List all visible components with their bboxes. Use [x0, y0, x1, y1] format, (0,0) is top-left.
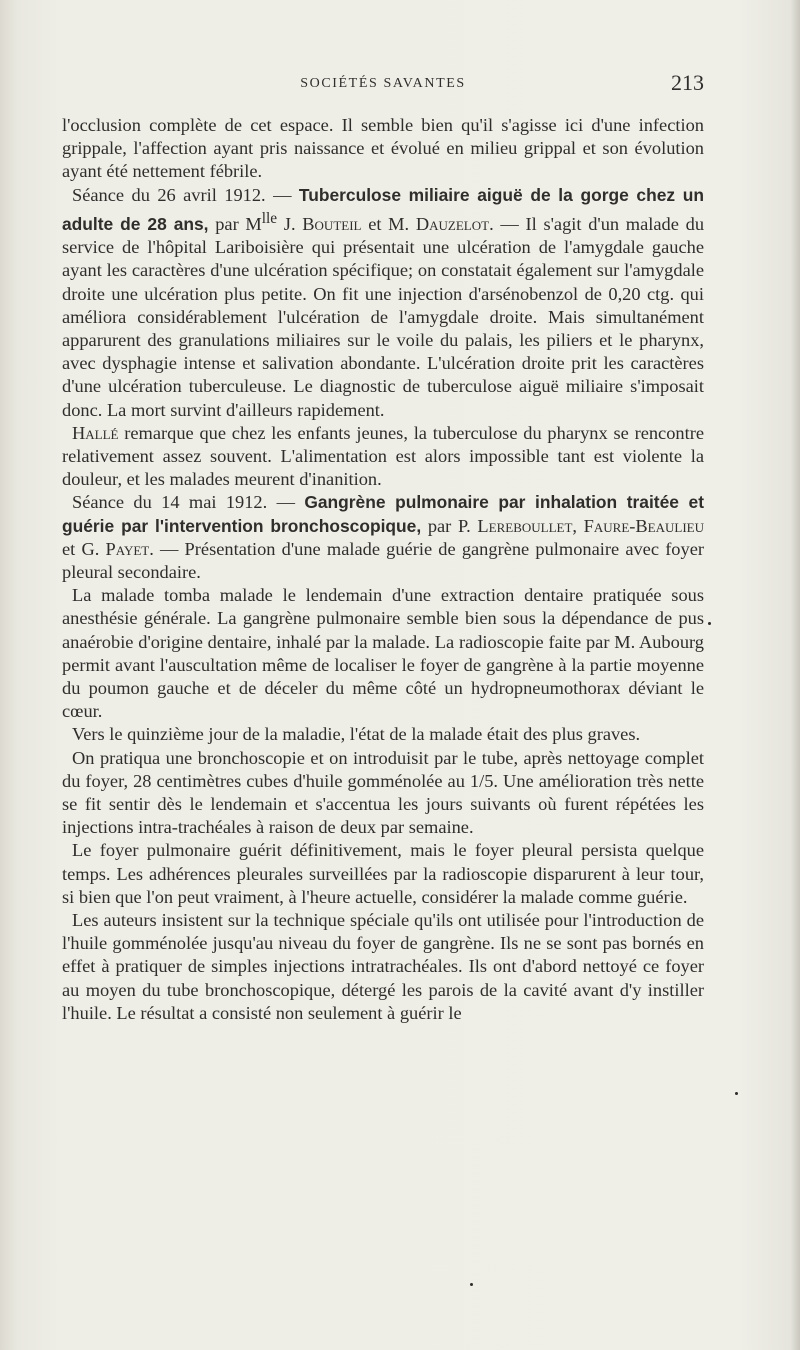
margin-speck [708, 622, 711, 625]
author-name: Faure-Beaulieu [583, 515, 704, 536]
and-text: et M. [361, 213, 416, 234]
paragraph-9: Les auteurs insistent sur la technique spéciale qu'ils ont utilisée pour l'introduction de l'huile gomménolée jusqu'au niveau du foyer de gangrène. Ils ne se sont pas bornés en effet à pratiquer de simples injections intratrachéales. Ils ont d'abord nettoyé ce foyer au moyen du tube bronchoscopique, détergé les parois de la cavité avant d'y instiller l'huile. Le résultat a consisté non seulement à guérir le [62, 910, 704, 1023]
paragraph-2 [62, 184, 704, 422]
title-superscript: lle [261, 209, 278, 227]
paragraph-text: . — Présentation d'une malade guérie de gangrène pulmonaire avec foyer pleural secondaire. [62, 538, 704, 582]
paragraph-7: On pratiqua une bronchoscopie et on introduisit par le tube, après nettoyage complet du foyer, 28 centimètres cubes d'huile gomménolée au 1/5. Une amélioration très nette se fit sentir dès le lendemain et s'accentua les jours suivants où furent répétées les injections intra-trachéales à raison de deux par semaine. [62, 747, 704, 838]
author-name: Dauzelot [415, 213, 490, 234]
paragraph-4 [62, 491, 704, 584]
paragraph-1: l'occlusion complète de cet espace. Il semble bien qu'il s'agisse ici d'une infection grippale, l'affection ayant pris naissance et évolué en milieu grippal et son évolution ayant été nettement fébrile. [62, 115, 704, 182]
paragraph-8: Le foyer pulmonaire guérit définitivement, mais le foyer pleural persista quelque temps. Les adhérences pleurales surveillées par la radioscopie disparurent à leur tour, si bien que l'on peut vraiment, à l'heure actuelle, considérer la malade comme guérie. [62, 840, 704, 907]
author-name: Lereboullet [477, 515, 573, 536]
by-text: par P. [421, 515, 478, 536]
author-name: Payet [105, 538, 150, 559]
paragraph-text: remarque que chez les enfants jeunes, la tuberculose du pharynx se rencontre relativement assez souvent. L'alimentation est alors impossible tant est violente la douleur, et les malades meurent d'inanition. [62, 422, 704, 490]
running-title: SOCIÉTÉS SAVANTES [300, 76, 466, 91]
author-name: Bouteil [302, 213, 362, 234]
communication-title: Tuberculose miliaire aiguë de la gorge chez un adulte de 28 ans, [62, 184, 704, 234]
margin-speck [470, 1283, 473, 1286]
page-header [62, 72, 704, 98]
communication-title: Gangrène pulmonaire par inhalation traitée et guérie par l'intervention bronchoscopique, [62, 492, 704, 536]
by-text: par M [208, 213, 262, 234]
author-name: Hallé [72, 422, 119, 443]
article-body [62, 114, 704, 1025]
page-number: 213 [671, 70, 704, 95]
and-text: et G. [62, 538, 106, 559]
paragraph-6: Vers le quinzième jour de la maladie, l'état de la malade était des plus graves. [72, 724, 641, 745]
separator-text: , [572, 515, 584, 536]
session-date: Séance du 26 avril 1912. — [72, 184, 299, 205]
author-initial: J. [277, 213, 303, 234]
paragraph-text: . — Il s'agit d'un malade du service de l'hôpital Lariboisière qui présentait une ulcération de l'amygdale gauche ayant les caractères d'une ulcération spécifique; on constatait également sur l'amygdale droite une ulcération plus petite. On fit une injection d'arsénobenzol de 0,20 ctg. qui améliora considérablement l'ulcération de l'amygdale droite. Mais simultanément apparurent des granulations miliaires sur le voile du palais, les piliers et le pharynx, avec dysphagie intense et salivation abondante. L'ulcération droite prit les caractères d'une ulcération tuberculeuse. Le diagnostic de tuberculose aiguë miliaire s'imposait donc. La mort survint d'ailleurs rapidement. [62, 213, 705, 420]
paragraph-3 [62, 422, 704, 492]
paragraph-5: La malade tomba malade le lendemain d'une extraction dentaire pratiquée sous anesthésie générale. La gangrène pulmonaire semble bien sous la dépendance de pus anaérobie d'origine dentaire, inhalé par la malade. La radioscopie faite par M. Aubourg permit avant l'auscultation même de localiser le foyer de gangrène à la partie moyenne du poumon gauche et de déceler du même côté un hydropneumothorax déviant le cœur. [62, 585, 704, 722]
session-date: Séance du 14 mai 1912. — [72, 492, 305, 513]
margin-speck [735, 1092, 738, 1095]
